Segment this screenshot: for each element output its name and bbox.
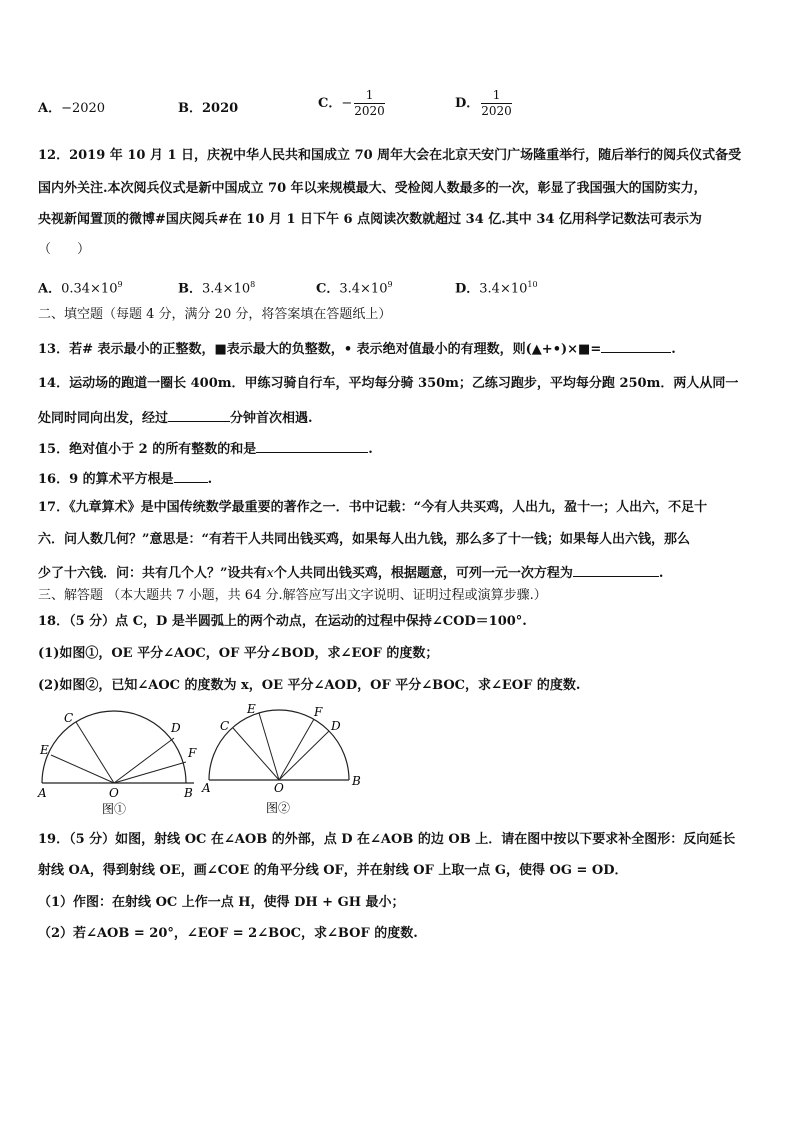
q12-option-a: A．$0.34\times 10^9$ bbox=[38, 280, 123, 297]
label-o: O bbox=[109, 786, 119, 800]
q19-line-2: 射线 OA，得到射线 OE，画∠COE 的角平分线 OF，并在射线 OF 上取一点 G，使得 OG = OD． bbox=[38, 863, 628, 878]
label-c: C bbox=[64, 711, 74, 725]
q18-figures bbox=[34, 700, 364, 820]
label-f: F bbox=[314, 705, 323, 719]
q18-line-2: (1)如图①，OE 平分∠AOC，OF 平分∠BOD，求∠EOF 的度数； bbox=[38, 646, 439, 661]
label-b: B bbox=[184, 786, 193, 800]
ray-of bbox=[114, 762, 186, 783]
answer-blank bbox=[601, 338, 671, 353]
q12-line-2: 国内外关注.本次阅兵仪式是新中国成立 70 年以来规模最大、受检阅人数最多的一次，彰显了我国强大的国防实力， bbox=[38, 181, 707, 196]
q13: 13．若# 表示最小的正整数，■表示最大的负整数，• 表示绝对值最小的有理数，则(▲+•)×■= . bbox=[38, 338, 676, 359]
label-a: A bbox=[38, 786, 47, 800]
q11-option-b: B．2020 bbox=[178, 101, 239, 116]
q18-line-3: (2)如图②，已知∠AOC 的度数为 x，OE 平分∠AOD，OF 平分∠BOC，求∠EOF 的度数. bbox=[38, 678, 581, 693]
ray-oe bbox=[51, 755, 114, 783]
answer-blank bbox=[573, 562, 659, 577]
q19-line-4: （2）若∠AOB = 20°，∠EOF = 2∠BOC，求∠BOF 的度数. bbox=[38, 926, 418, 941]
q12-paren: （ ） bbox=[38, 242, 91, 257]
answer-blank bbox=[256, 438, 368, 453]
q17-line-2: 六．问人数几何？”意思是：“有若干人共同出钱买鸡，如果每人出九钱，那么多了十一钱；如果每人出六钱，那么 bbox=[38, 532, 690, 547]
ray-oe bbox=[259, 713, 279, 780]
ray-of bbox=[279, 719, 314, 780]
label-d: D bbox=[331, 719, 341, 733]
q11-option-d: D． $\frac{1}{2020}$ bbox=[455, 88, 512, 118]
q14-line-1: 14．运动场的跑道一圈长 400m．甲练习骑自行车，平均每分骑 350m；乙练习跑步，平均每分跑 250m．两人从同一 bbox=[38, 376, 739, 391]
fraction: $\frac{1}{2020}$ bbox=[481, 88, 512, 118]
q11-option-c: C．− $\frac{1}{2020}$ bbox=[318, 88, 385, 118]
q12-option-b: B．$3.4\times 10^8$ bbox=[178, 280, 256, 297]
label-a: A bbox=[202, 781, 211, 795]
section-2-heading: 二、填空题（每题 4 分，满分 20 分，将答案填在答题纸上） bbox=[38, 307, 392, 322]
fraction: $\frac{1}{2020}$ bbox=[354, 88, 385, 118]
label-e: E bbox=[40, 743, 49, 757]
q12-line-1: 12．2019 年 10 月 1 日，庆祝中华人民共和国成立 70 周年大会在北京天安门广场隆重举行，随后举行的阅兵仪式备受 bbox=[38, 148, 742, 163]
q12-line-3: 央视新闻置顶的微博#国庆阅兵#在 10 月 1 日下午 6 点阅读次数就超过 34 亿.其中 34 亿用科学记数法可表示为 bbox=[38, 212, 702, 227]
q11-option-a: A．−2020 bbox=[38, 101, 106, 116]
figure-1 bbox=[37, 711, 197, 816]
section-3-heading: 三、解答题 （本大题共 7 小题，共 64 分.解答应写出文字说明、证明过程或演算步骤.） bbox=[38, 588, 547, 603]
label-d: D bbox=[171, 721, 181, 735]
label-o: O bbox=[274, 781, 284, 795]
answer-blank bbox=[168, 407, 230, 422]
figure-2 bbox=[201, 702, 361, 815]
ray-oc bbox=[233, 728, 279, 780]
label-c: C bbox=[220, 719, 230, 733]
q14-line-2: 处同时同向出发，经过 分钟首次相遇. bbox=[38, 407, 313, 428]
ray-od bbox=[114, 738, 174, 783]
q12-option-d: D．$3.4\times 10^{10}$ bbox=[455, 280, 538, 297]
ray-od bbox=[279, 731, 329, 780]
q12-option-c: C．$3.4\times 10^9$ bbox=[316, 280, 393, 297]
q15: 15．绝对值小于 2 的所有整数的和是 . bbox=[38, 438, 373, 459]
q19-line-3: （1）作图：在射线 OC 上作一点 H，使得 DH + GH 最小； bbox=[38, 895, 405, 910]
label-b: B bbox=[352, 774, 361, 788]
q18-line-1: 18．（5 分）点 C，D 是半圆弧上的两个动点，在运动的过程中保持∠COD＝100°. bbox=[38, 614, 527, 629]
label-f: F bbox=[188, 746, 197, 760]
answer-blank bbox=[174, 468, 208, 483]
label-e: E bbox=[247, 702, 256, 716]
q17-line-1: 17．《九章算术》是中国传统数学最重要的著作之一．书中记载：“今有人共买鸡，人出九，盈十一；人出六，不足十 bbox=[38, 500, 708, 515]
figure-1-caption: 图① bbox=[102, 802, 127, 816]
semicircle-arc bbox=[209, 710, 349, 780]
q16: 16．9 的算术平方根是 . bbox=[38, 468, 212, 489]
figure-2-caption: 图② bbox=[266, 801, 291, 815]
q17-line-3: 少了十六钱．问：共有几个人？”设共有x个人共同出钱买鸡，根据题意，可列一元一次方程为 . bbox=[38, 562, 663, 583]
ray-oc bbox=[76, 722, 114, 783]
q19-line-1: 19．（5 分）如图，射线 OC 在∠AOB 的外部，点 D 在∠AOB 的边 OB 上．请在图中按以下要求补全图形：反向延长 bbox=[38, 832, 736, 847]
